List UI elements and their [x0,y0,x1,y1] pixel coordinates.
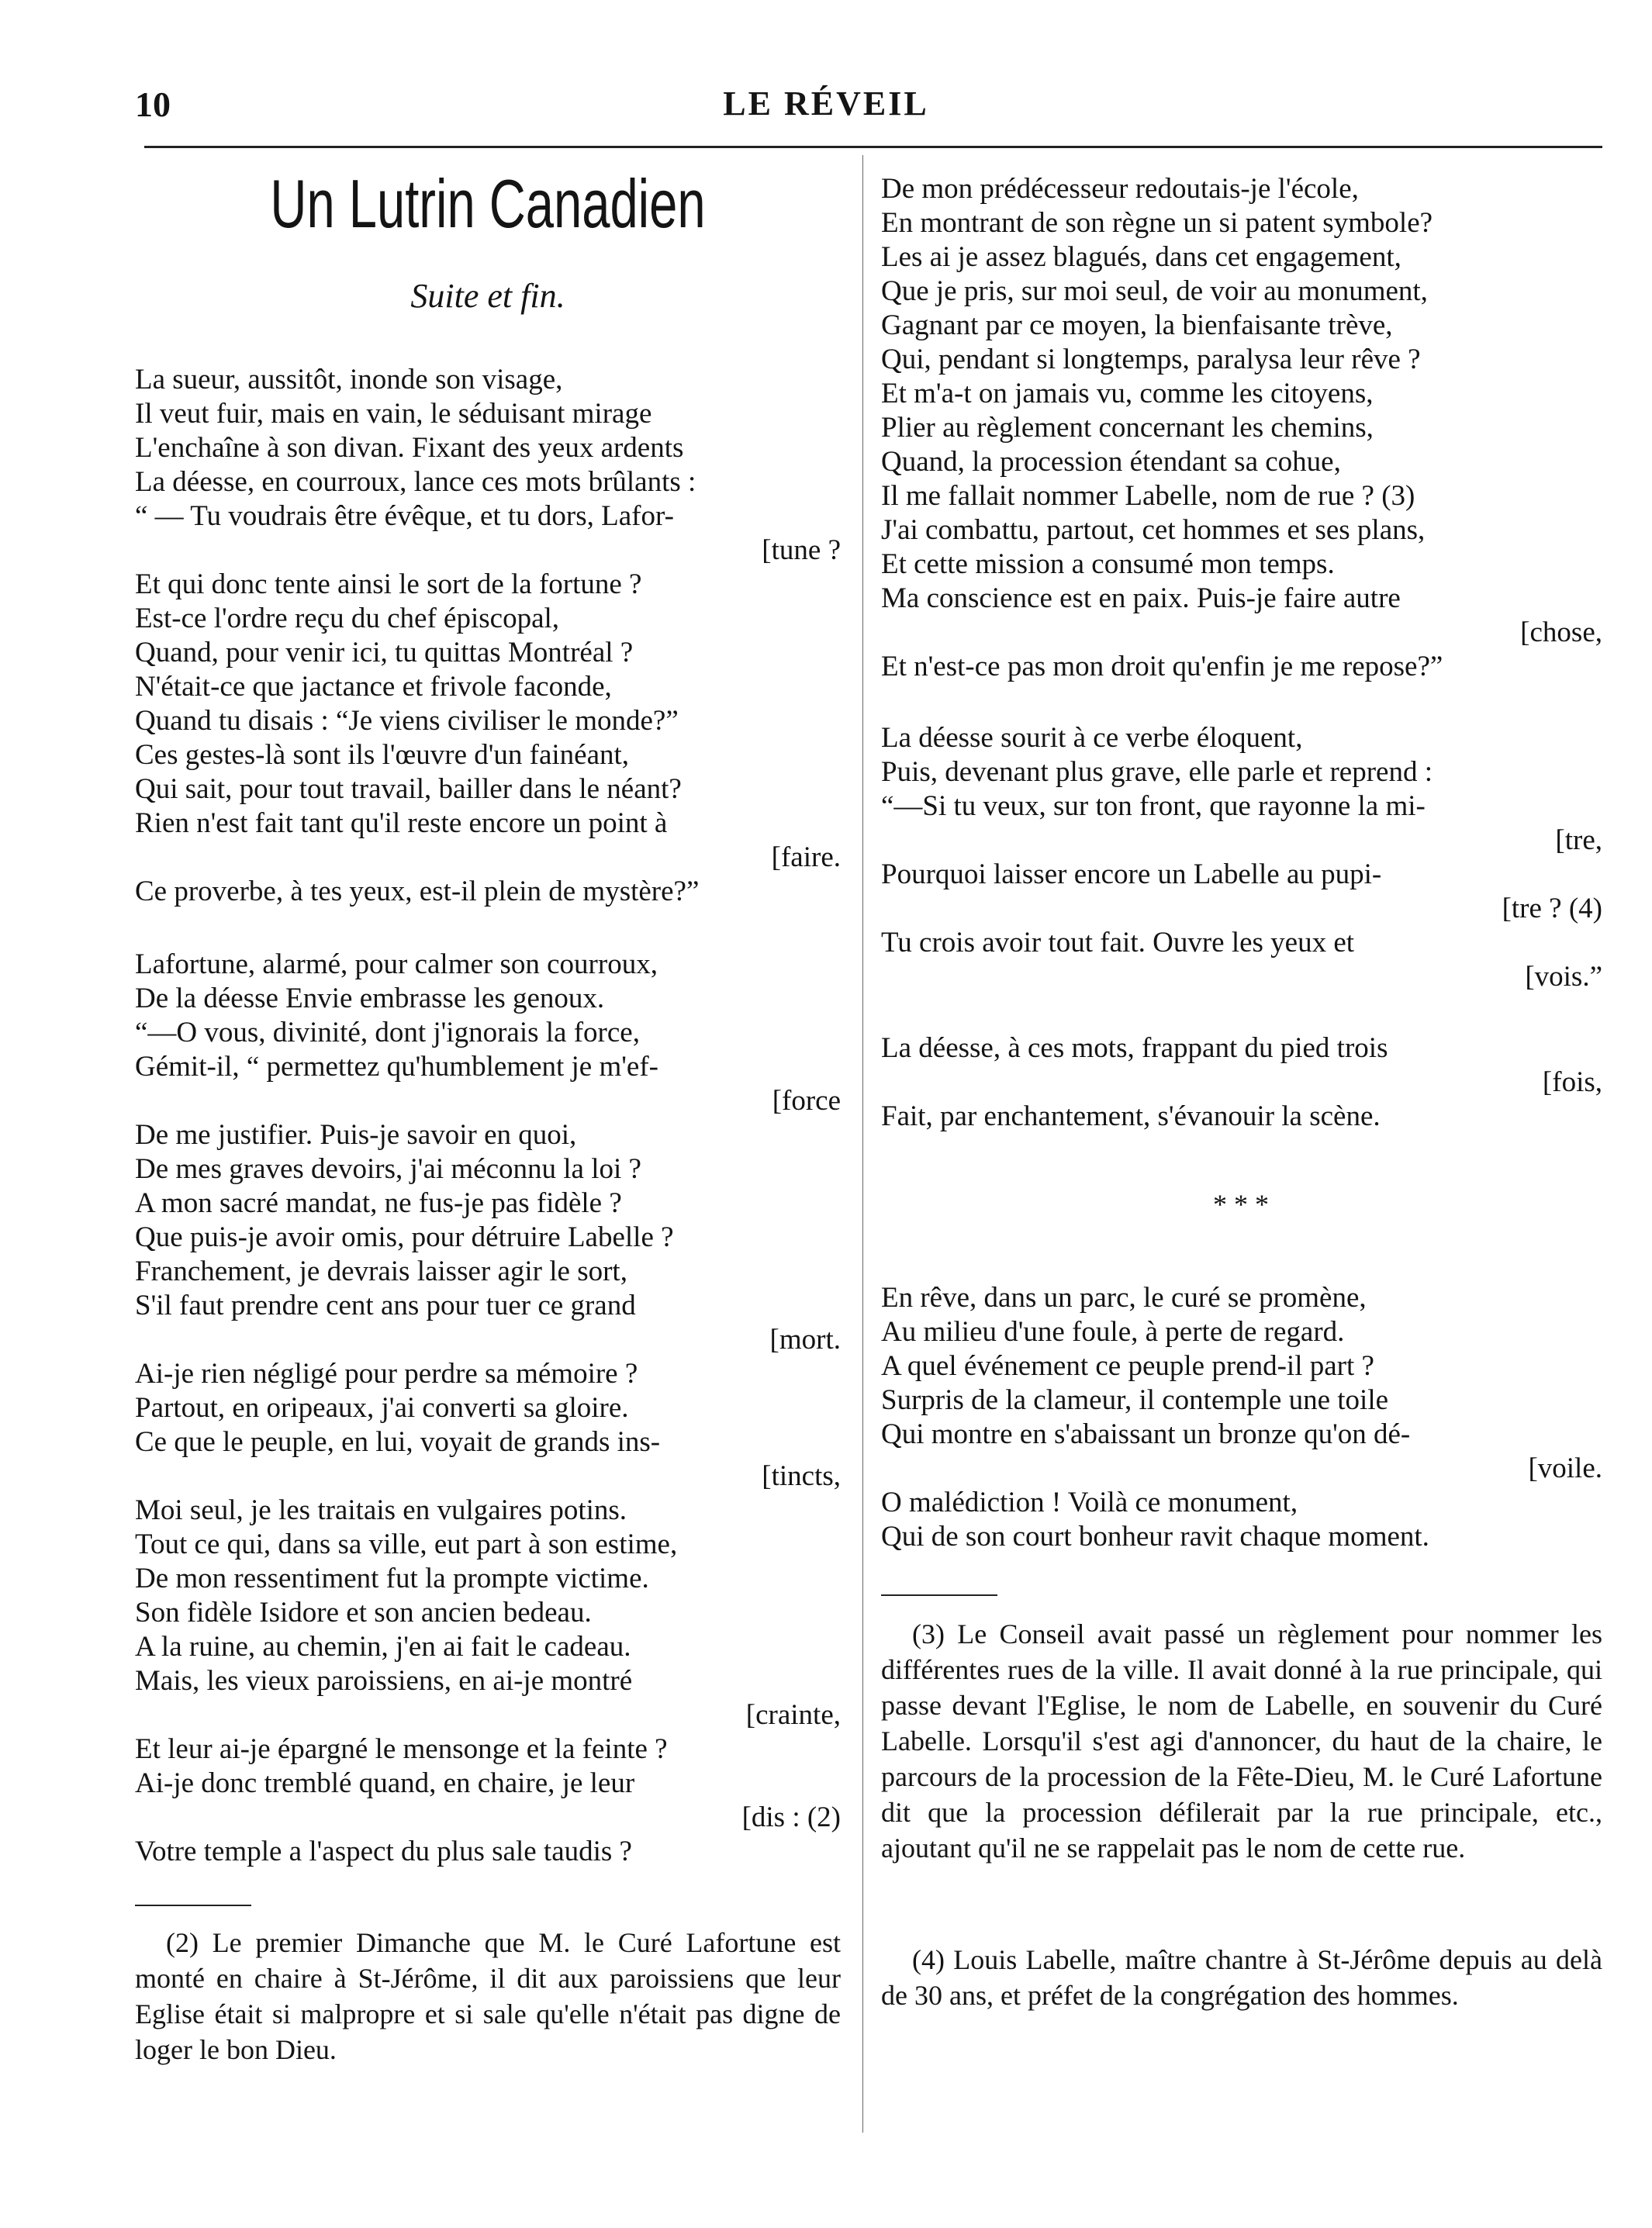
verse-line: Et qui donc tente ainsi le sort de la fortune ? [135,568,642,600]
verse-line: A la ruine, au chemin, j'en ai fait le cadeau. [135,1631,631,1663]
verse-line: Gémit-il, “ permettez qu'humblement je m'ef- [135,1051,658,1083]
verse-line: S'il faut prendre cent ans pour tuer ce grand [135,1290,636,1321]
verse-continuation: [tune ? [762,534,841,566]
verse-line: Il veut fuir, mais en vain, le séduisant mirage [135,398,652,430]
verse-line: Ce proverbe, à tes yeux, est-il plein de mystère?” [135,876,700,907]
verse-line: De mes graves devoirs, j'ai méconnu la loi ? [135,1153,641,1185]
verse-line: Il me fallait nommer Labelle, nom de rue ? (3) [881,480,1415,512]
verse-line: En montrant de son règne un si patent symbole? [881,207,1433,239]
verse-line: L'enchaîne à son divan. Fixant des yeux ardents [135,432,684,464]
verse-line: Et n'est-ce pas mon droit qu'enfin je me repose?” [881,651,1443,682]
verse-continuation: [mort. [769,1324,841,1356]
verse-continuation: [crainte, [745,1699,841,1731]
verse-line: Franchement, je devrais laisser agir le sort, [135,1256,627,1287]
verse-line: Votre temple a l'aspect du plus sale taudis ? [135,1836,632,1867]
verse-line: Quand tu disais : “Je viens civiliser le monde?” [135,705,679,737]
verse-line: “ — Tu voudrais être évêque, et tu dors, Lafor- [135,500,674,532]
verse-line: Et cette mission a consumé mon temps. [881,548,1335,580]
verse-line: “—O vous, divinité, dont j'ignorais la force, [135,1017,640,1048]
verse-line: Gagnant par ce moyen, la bienfaisante trève, [881,309,1393,341]
verse-continuation: [chose, [1520,617,1602,648]
verse-continuation: [force [772,1085,841,1117]
verse-line: De la déesse Envie embrasse les genoux. [135,983,605,1014]
verse-line: A mon sacré mandat, ne fus-je pas fidèle ? [135,1187,622,1219]
verse-line: J'ai combattu, partout, cet hommes et ses plans, [881,514,1426,546]
verse-line: Lafortune, alarmé, pour calmer son courroux, [135,948,658,980]
verse-line: Pourquoi laisser encore un Labelle au pupi- [881,858,1382,890]
verse-continuation: [tre ? (4) [1502,893,1602,924]
verse-line: De mon prédécesseur redoutais-je l'école, [881,173,1359,205]
verse-continuation: [dis : (2) [741,1801,841,1833]
footnote-rule [881,1594,997,1596]
verse-line: Ai-je donc tremblé quand, en chaire, je leur [135,1767,635,1799]
footnote-4: (4) Louis Labelle, maître chantre à St-Jérôme depuis au delà de 30 ans, et préfet de la congrégation des hommes. [881,1944,1602,2011]
verse-line: Moi seul, je les traitais en vulgaires potins. [135,1494,627,1526]
verse-line: Qui sait, pour tout travail, bailler dans le néant? [135,773,682,805]
footnote-2: (2) Le premier Dimanche que M. le Curé Lafortune est monté en chaire à St-Jérôme, il dit aux paroissiens que leur Eglise était si malpropre et si sale qu'elle n'était pas digne de loger le bon Dieu. [135,1927,841,2065]
verse-line: Ai-je rien négligé pour perdre sa mémoire ? [135,1358,638,1390]
verse-line: Qui montre en s'abaissant un bronze qu'on dé- [881,1418,1411,1450]
verse-line: Quand, pour venir ici, tu quittas Montréal ? [135,637,634,668]
verse-line: A quel événement ce peuple prend-il part ? [881,1350,1374,1382]
verse-line: La déesse, en courroux, lance ces mots brûlants : [135,466,696,498]
verse-line: N'était-ce que jactance et frivole faconde, [135,671,612,703]
asterism: * * * [1213,1189,1269,1220]
verse-line: Tu crois avoir tout fait. Ouvre les yeux et [881,927,1355,959]
article-subtitle: Suite et fin. [410,277,565,315]
verse-line: Qui, pendant si longtemps, paralysa leur rêve ? [881,344,1421,375]
verse-line: Plier au règlement concernant les chemins, [881,412,1374,444]
verse-line: Quand, la procession étendant sa cohue, [881,446,1341,478]
verse-continuation: [voile. [1528,1453,1602,1484]
footnote-3: (3) Le Conseil avait passé un règlement pour nommer les différentes rues de la ville. Il avait donné à la rue principale, qui passe devant l'Eglise, le nom de Labelle, en souvenir du Curé Labelle. Lorsqu'il s'est agi d'annoncer, du haut de la chaire, le parcours de la procession de la Fête-Dieu, M. le Curé Lafortune dit que la procession défilerait par la rue principale, etc., ajoutant qu'il ne se rappelait pas le nom de cette rue. [881,1618,1602,1864]
page-number: 10 [135,85,171,124]
verse-line: En rêve, dans un parc, le curé se promène, [881,1282,1367,1314]
verse-line: Et leur ai-je épargné le mensonge et la feinte ? [135,1733,668,1765]
verse-line: Ces gestes-là sont ils l'œuvre d'un fainéant, [135,739,630,771]
column-divider [862,155,863,2133]
verse-line: Qui de son court bonheur ravit chaque moment. [881,1521,1429,1553]
verse-continuation: [fois, [1542,1066,1602,1098]
verse-line: “—Si tu veux, sur ton front, que rayonne la mi- [881,790,1426,822]
verse-line: Son fidèle Isidore et son ancien bedeau. [135,1597,592,1629]
verse-line: Que puis-je avoir omis, pour détruire Labelle ? [135,1221,674,1253]
verse-line: Mais, les vieux paroissiens, en ai-je montré [135,1665,633,1697]
verse-line: De mon ressentiment fut la prompte victime. [135,1563,649,1594]
verse-continuation: [faire. [771,841,841,873]
verse-line: Rien n'est fait tant qu'il reste encore un point à [135,807,668,839]
verse-line: Tout ce qui, dans sa ville, eut part à son estime, [135,1529,678,1560]
verse-line: Ma conscience est en paix. Puis-je faire autre [881,582,1401,614]
verse-line: Ce que le peuple, en lui, voyait de grands ins- [135,1426,661,1458]
verse-line: Au milieu d'une foule, à perte de regard. [881,1316,1345,1348]
verse-line: La déesse sourit à ce verbe éloquent, [881,722,1303,754]
article-title: Un Lutrin Canadien [270,165,706,242]
verse-line: Que je pris, sur moi seul, de voir au monument, [881,275,1428,307]
verse-line: Puis, devenant plus grave, elle parle et reprend : [881,756,1433,788]
verse-line: La déesse, à ces mots, frappant du pied trois [881,1032,1388,1064]
verse-continuation: [vois.” [1525,961,1602,993]
verse-line: De me justifier. Puis-je savoir en quoi, [135,1119,577,1151]
verse-line: Partout, en oripeaux, j'ai converti sa gloire. [135,1392,629,1424]
verse-line: Les ai je assez blagués, dans cet engagement, [881,241,1401,273]
running-title: LE RÉVEIL [723,85,929,123]
verse-line: La sueur, aussitôt, inonde son visage, [135,364,563,396]
header-rule [144,146,1602,148]
verse-continuation: [tre, [1555,824,1602,856]
verse-line: O malédiction ! Voilà ce monument, [881,1487,1298,1518]
verse-line: Fait, par enchantement, s'évanouir la scène. [881,1100,1381,1132]
verse-continuation: [tincts, [762,1460,841,1492]
verse-line: Surpris de la clameur, il contemple une toile [881,1384,1389,1416]
verse-line: Et m'a-t on jamais vu, comme les citoyens, [881,378,1374,409]
verse-line: Est-ce l'ordre reçu du chef épiscopal, [135,603,560,634]
footnote-rule [135,1905,251,1906]
